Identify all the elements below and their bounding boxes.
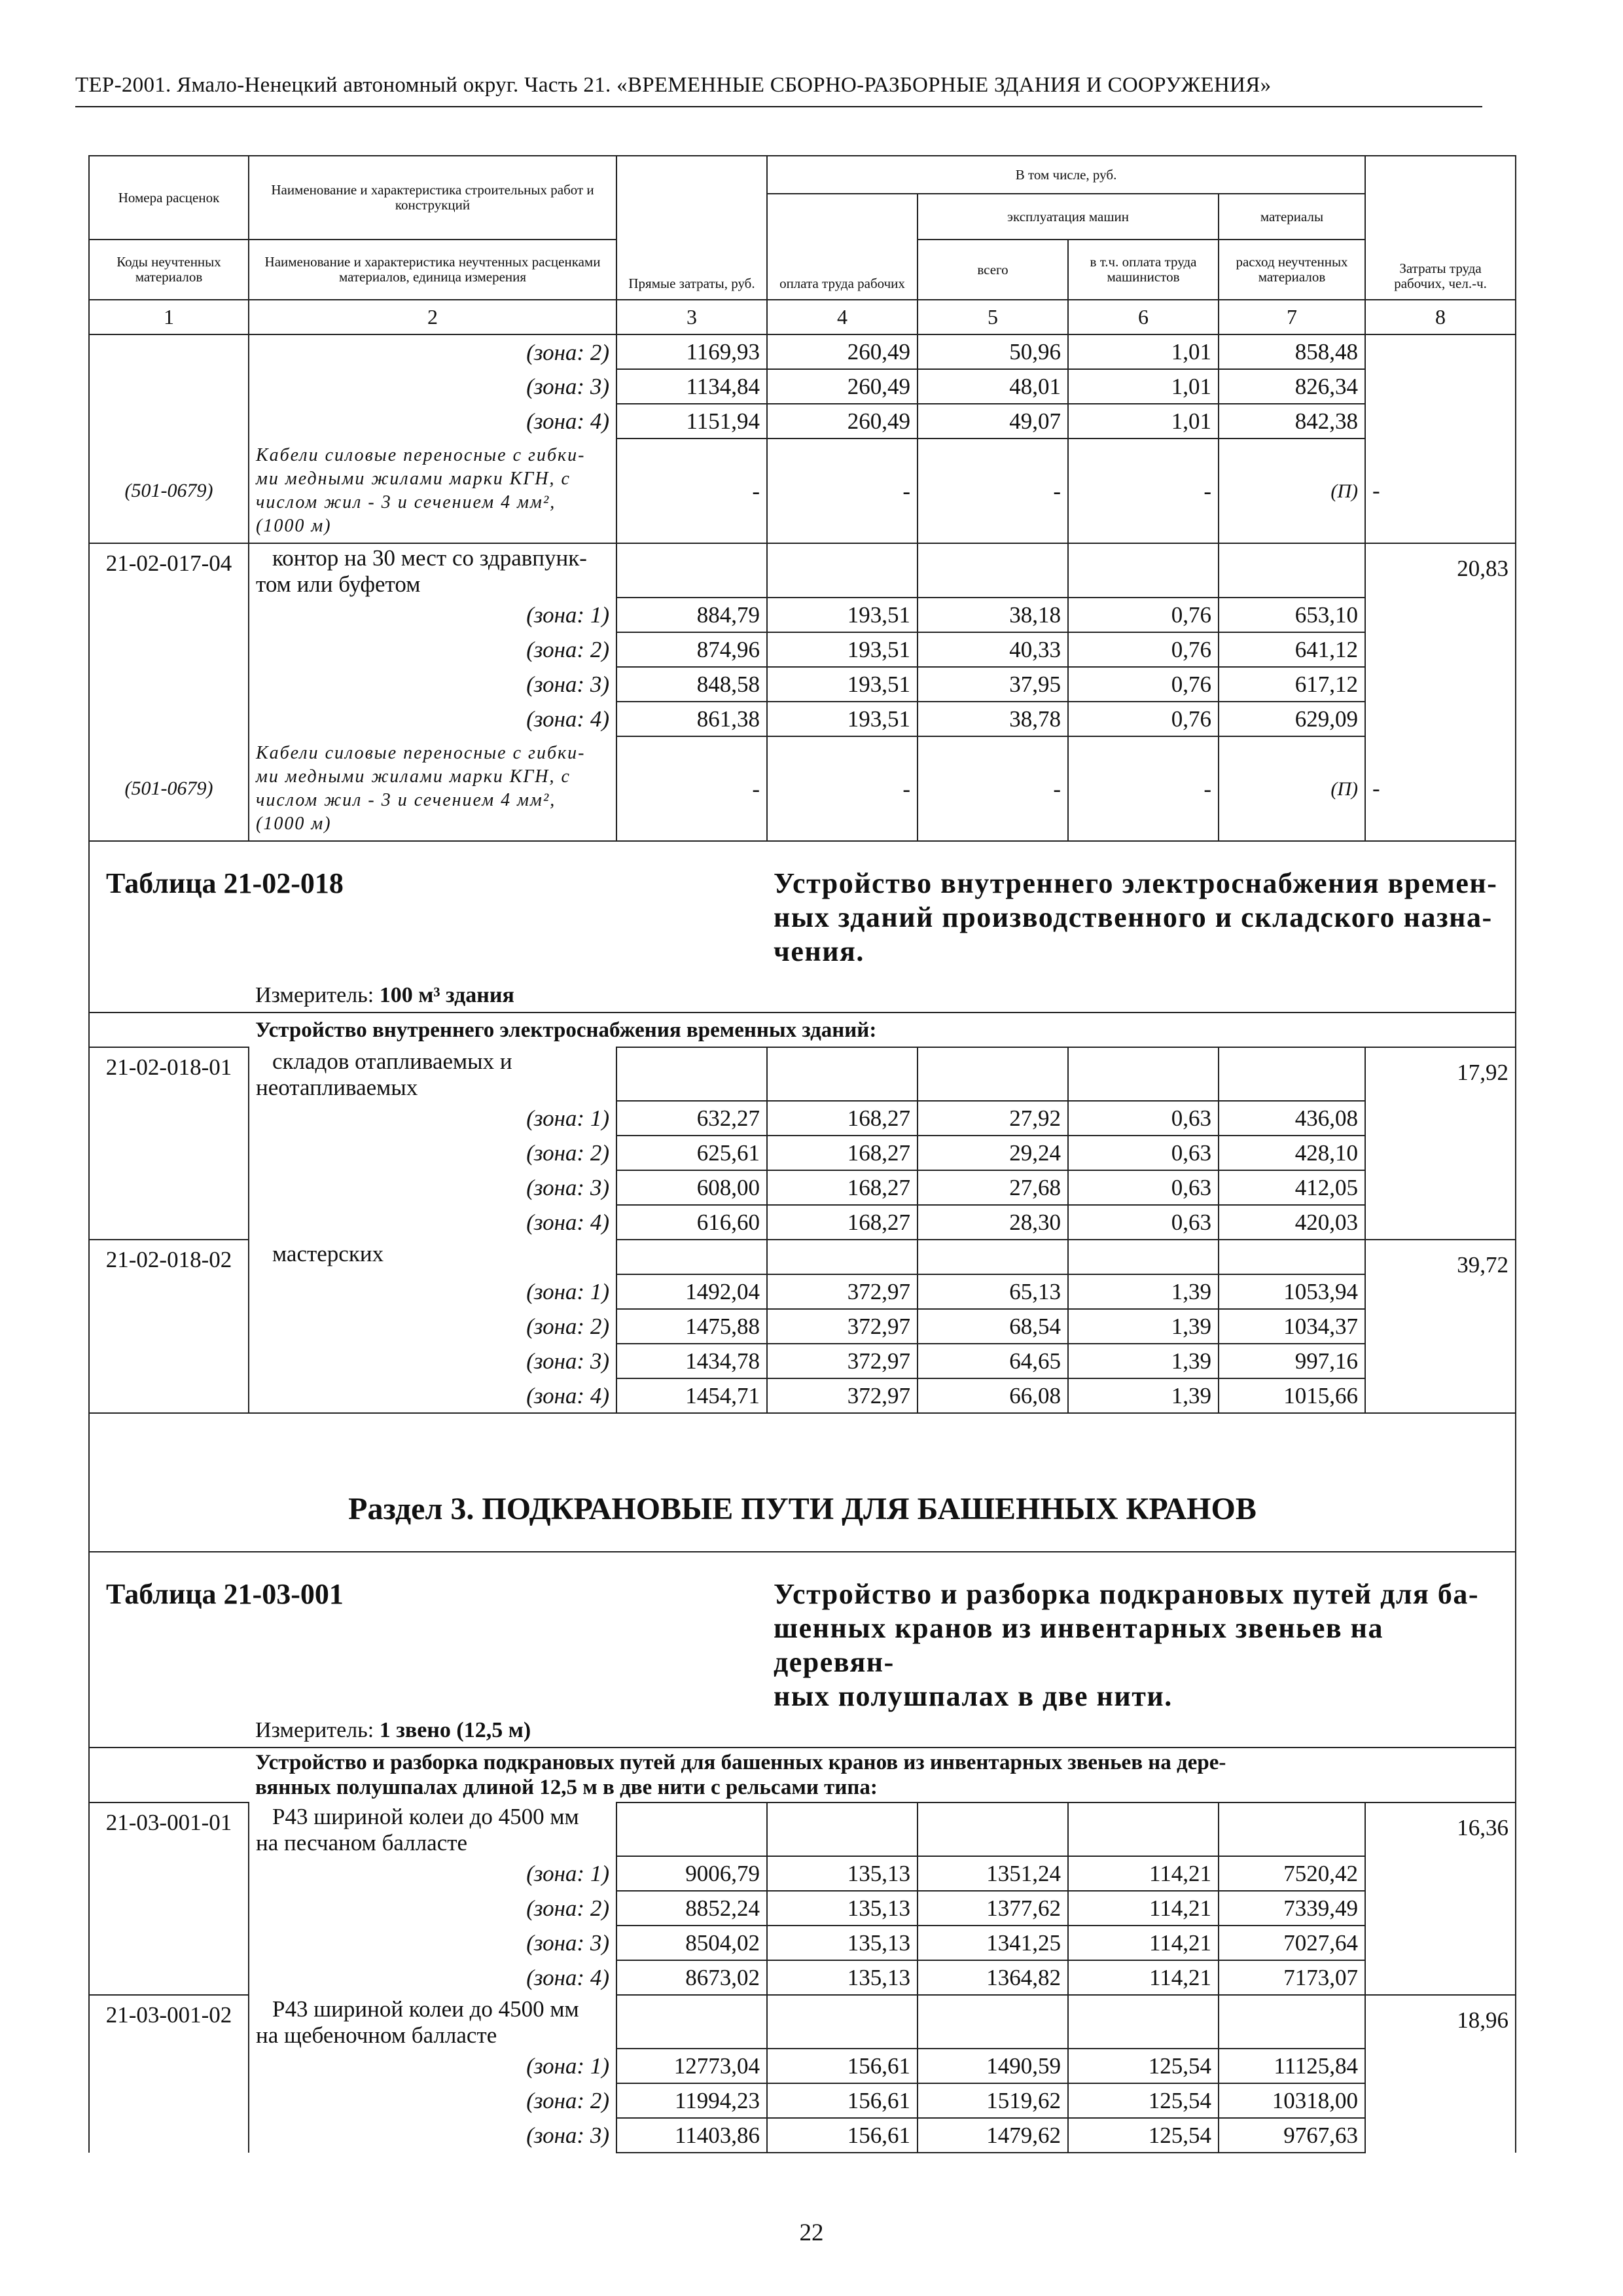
- dash-cell: -: [918, 439, 1068, 543]
- value-cell: 65,13: [918, 1274, 1068, 1309]
- col-machines: эксплуатация машин: [918, 194, 1219, 240]
- value-cell: 641,12: [1219, 632, 1365, 667]
- value-cell: 50,96: [918, 334, 1068, 369]
- value-cell: 632,27: [616, 1101, 767, 1136]
- value-cell: 1151,94: [616, 404, 767, 439]
- col-codes: Номера расценок: [89, 156, 249, 240]
- zone-label: (зона: 1): [249, 2049, 616, 2083]
- value-cell: 826,34: [1219, 369, 1365, 404]
- meter-prefix: Измеритель:: [255, 1718, 380, 1742]
- table-title-line: ных полушпалах в две нити.: [774, 1680, 1173, 1712]
- column-number: 6: [1068, 300, 1219, 334]
- labor-value: 16,36: [1365, 1803, 1516, 1995]
- value-cell: 260,49: [767, 369, 918, 404]
- value-cell: 858,48: [1219, 334, 1365, 369]
- value-cell: 420,03: [1219, 1205, 1365, 1240]
- value-cell: 372,97: [767, 1274, 918, 1309]
- empty-cell: [767, 1995, 918, 2049]
- item-name-line: мастерских: [272, 1241, 384, 1266]
- col-wages: оплата труда рабочих: [767, 194, 918, 300]
- col-name: Наименование и характеристика строительных работ и конструкций: [249, 156, 616, 240]
- col-labor: Затраты труда рабочих, чел.-ч.: [1365, 156, 1516, 300]
- item-name-line: неотапливаемых: [256, 1075, 418, 1100]
- value-cell: 617,12: [1219, 667, 1365, 702]
- table-title-line: шенных кранов из инвентарных звеньев на деревян-: [774, 1612, 1384, 1678]
- meter-row: [89, 1713, 1516, 1748]
- zone-row: [89, 2083, 1516, 2118]
- value-cell: 11125,84: [1219, 2049, 1365, 2083]
- col-materials: материалы: [1219, 194, 1365, 240]
- value-cell: 168,27: [767, 1136, 918, 1170]
- item-name: [249, 1803, 616, 1856]
- value-cell: 372,97: [767, 1378, 918, 1413]
- empty-cell: [89, 1013, 249, 1047]
- table-title: [767, 841, 1516, 978]
- value-cell: 193,51: [767, 598, 918, 632]
- value-cell: 135,13: [767, 1960, 918, 1995]
- zone-label: (зона: 4): [249, 1205, 616, 1240]
- section-row: [89, 1413, 1516, 1552]
- zone-row: [89, 2118, 1516, 2153]
- value-cell: 0,76: [1068, 667, 1219, 702]
- empty-cell: [1068, 543, 1219, 598]
- value-cell: 125,54: [1068, 2118, 1219, 2153]
- item-row: [89, 1803, 1516, 1856]
- value-cell: 114,21: [1068, 1926, 1219, 1960]
- dash-cell: -: [1068, 736, 1219, 841]
- item-name-line: складов отапливаемых и: [272, 1049, 512, 1074]
- value-cell: 48,01: [918, 369, 1068, 404]
- item-code: 21-03-001-02: [89, 1995, 249, 2153]
- col-total: всего: [918, 240, 1068, 300]
- empty-cell: [1219, 1240, 1365, 1274]
- zone-row: [89, 1891, 1516, 1926]
- value-cell: 884,79: [616, 598, 767, 632]
- table-subheader: [249, 1013, 1516, 1047]
- zone-label: (зона: 4): [249, 702, 616, 736]
- meter-value: 1 звено (12,5 м): [379, 1718, 531, 1742]
- value-cell: 38,18: [918, 598, 1068, 632]
- value-cell: 1,39: [1068, 1274, 1219, 1309]
- value-cell: 29,24: [918, 1136, 1068, 1170]
- empty-cell: [1219, 1047, 1365, 1101]
- column-number: 8: [1365, 300, 1516, 334]
- value-cell: 9006,79: [616, 1856, 767, 1891]
- value-cell: 28,30: [918, 1205, 1068, 1240]
- value-cell: 7173,07: [1219, 1960, 1365, 1995]
- value-cell: 114,21: [1068, 1891, 1219, 1926]
- value-cell: 1,01: [1068, 334, 1219, 369]
- zone-row: [89, 334, 1516, 369]
- meter-row: [89, 978, 1516, 1013]
- empty-cell: [89, 1748, 249, 1803]
- zone-row: [89, 1101, 1516, 1136]
- zone-row: [89, 1136, 1516, 1170]
- value-cell: 168,27: [767, 1170, 918, 1205]
- value-cell: 156,61: [767, 2049, 918, 2083]
- value-cell: 10318,00: [1219, 2083, 1365, 2118]
- value-cell: 842,38: [1219, 404, 1365, 439]
- value-cell: 0,63: [1068, 1136, 1219, 1170]
- value-cell: 428,10: [1219, 1136, 1365, 1170]
- item-name-line: контор на 30 мест со здравпунк-: [272, 545, 587, 571]
- value-cell: 27,68: [918, 1170, 1068, 1205]
- zone-label: (зона: 2): [249, 2083, 616, 2118]
- p-mark: (П): [1219, 439, 1365, 543]
- value-cell: 11403,86: [616, 2118, 767, 2153]
- zone-label: (зона: 3): [249, 1170, 616, 1205]
- meter-prefix: Измеритель:: [255, 983, 380, 1007]
- value-cell: 49,07: [918, 404, 1068, 439]
- value-cell: 1479,62: [918, 2118, 1068, 2153]
- zone-label: (зона: 3): [249, 1344, 616, 1378]
- column-number: 3: [616, 300, 767, 334]
- value-cell: 629,09: [1219, 702, 1365, 736]
- value-cell: 8673,02: [616, 1960, 767, 1995]
- running-header: ТЕР-2001. Ямало-Ненецкий автономный округ. Часть 21. «ВРЕМЕННЫЕ СБОРНО-РАЗБОРНЫЕ ЗДАНИЯ И СООРУЖЕНИЯ»: [75, 73, 1272, 97]
- cable-line: ми медными жилами марки КГН, с: [256, 766, 571, 787]
- cable-line: числом жил - 3 и сечением 4 мм²,: [256, 492, 556, 512]
- value-cell: 135,13: [767, 1926, 918, 1960]
- value-cell: 64,65: [918, 1344, 1068, 1378]
- empty-cell: [1068, 1240, 1219, 1274]
- value-cell: 27,92: [918, 1101, 1068, 1136]
- dash-cell: -: [1068, 439, 1219, 543]
- value-cell: 37,95: [918, 667, 1068, 702]
- empty-cell: [767, 1047, 918, 1101]
- dash-cell: -: [767, 439, 918, 543]
- zone-label: (зона: 1): [249, 1856, 616, 1891]
- labor-value: 20,83: [1365, 543, 1516, 736]
- value-cell: 1351,24: [918, 1856, 1068, 1891]
- zone-row: [89, 702, 1516, 736]
- header-rule: [75, 106, 1482, 107]
- price-table: [88, 155, 1516, 2153]
- cable-description: [249, 439, 616, 543]
- value-cell: 1377,62: [918, 1891, 1068, 1926]
- subheader-row: [89, 1748, 1516, 1803]
- empty-cell: [1365, 334, 1516, 439]
- labor-value: 18,96: [1365, 1995, 1516, 2153]
- value-cell: 260,49: [767, 404, 918, 439]
- table-title-line: Устройство внутреннего электроснабжения времен-: [774, 867, 1498, 899]
- value-cell: 168,27: [767, 1205, 918, 1240]
- value-cell: 7339,49: [1219, 1891, 1365, 1926]
- value-cell: 1034,37: [1219, 1309, 1365, 1344]
- value-cell: 12773,04: [616, 2049, 767, 2083]
- value-cell: 38,78: [918, 702, 1068, 736]
- zone-label: (зона: 1): [249, 598, 616, 632]
- value-cell: 372,97: [767, 1344, 918, 1378]
- col-mat-unaccounted: расход неучтенных материалов: [1219, 240, 1365, 300]
- value-cell: 0,63: [1068, 1101, 1219, 1136]
- col-codes-mat: Коды неучтенных материалов: [89, 240, 249, 300]
- empty-cell: [616, 1047, 767, 1101]
- value-cell: 193,51: [767, 632, 918, 667]
- zone-row: [89, 1378, 1516, 1413]
- table-title: [767, 1552, 1516, 1713]
- empty-cell: [616, 1995, 767, 2049]
- table-title-row: [89, 841, 1516, 978]
- empty-cell: [1068, 1803, 1219, 1856]
- column-number: 4: [767, 300, 918, 334]
- material-code: (501-0679): [89, 736, 249, 841]
- zone-label: (зона: 3): [249, 667, 616, 702]
- item-name-line: Р43 шириной колеи до 4500 мм: [272, 1996, 579, 2022]
- value-cell: 9767,63: [1219, 2118, 1365, 2153]
- value-cell: 653,10: [1219, 598, 1365, 632]
- zone-row: [89, 1344, 1516, 1378]
- value-cell: 1490,59: [918, 2049, 1068, 2083]
- value-cell: 1134,84: [616, 369, 767, 404]
- value-cell: 861,38: [616, 702, 767, 736]
- table-label: Таблица 21-02-018: [89, 841, 767, 978]
- cable-row: [89, 736, 1516, 841]
- table-title-line: чения.: [774, 935, 865, 967]
- empty-cell: [1068, 1047, 1219, 1101]
- empty-cell: [918, 1047, 1068, 1101]
- empty-cell: [767, 1240, 918, 1274]
- item-row: [89, 1995, 1516, 2049]
- zone-row: [89, 1856, 1516, 1891]
- value-cell: 608,00: [616, 1170, 767, 1205]
- subheader-row: [89, 1013, 1516, 1047]
- value-cell: 156,61: [767, 2083, 918, 2118]
- subheader-line: Устройство и разборка подкрановых путей для башенных кранов из инвентарных звеньев на дере-: [255, 1751, 1226, 1774]
- item-code: 21-02-018-01: [89, 1047, 249, 1240]
- item-name-line: на песчаном балласте: [256, 1830, 468, 1856]
- col-direct: Прямые затраты, руб.: [616, 156, 767, 300]
- zone-row: [89, 1274, 1516, 1309]
- value-cell: 11994,23: [616, 2083, 767, 2118]
- value-cell: 625,61: [616, 1136, 767, 1170]
- zone-row: [89, 1926, 1516, 1960]
- cable-line: Кабели силовые переносные с гибки-: [256, 444, 586, 465]
- cable-line: ми медными жилами марки КГН, с: [256, 468, 571, 489]
- value-cell: 1,01: [1068, 404, 1219, 439]
- value-cell: 7520,42: [1219, 1856, 1365, 1891]
- table-title-row: [89, 1552, 1516, 1713]
- item-name: [249, 543, 616, 598]
- zone-label: (зона: 2): [249, 1136, 616, 1170]
- value-cell: 260,49: [767, 334, 918, 369]
- value-cell: 168,27: [767, 1101, 918, 1136]
- zone-row: [89, 1205, 1516, 1240]
- dash-cell: -: [767, 736, 918, 841]
- zone-row: [89, 2049, 1516, 2083]
- value-cell: 0,63: [1068, 1170, 1219, 1205]
- zone-label: (зона: 4): [249, 1378, 616, 1413]
- zone-label: (зона: 1): [249, 1101, 616, 1136]
- empty-cell: [1219, 1803, 1365, 1856]
- dash-cell: -: [1365, 439, 1516, 543]
- zone-row: [89, 1309, 1516, 1344]
- value-cell: 874,96: [616, 632, 767, 667]
- value-cell: 1454,71: [616, 1378, 767, 1413]
- labor-value: 39,72: [1365, 1240, 1516, 1413]
- value-cell: 68,54: [918, 1309, 1068, 1344]
- col-including: В том числе, руб.: [767, 156, 1365, 194]
- value-cell: 848,58: [616, 667, 767, 702]
- item-name-line: на щебеночном балласте: [256, 2022, 497, 2048]
- table-meter: [249, 978, 1516, 1013]
- value-cell: 1169,93: [616, 334, 767, 369]
- cable-line: (1000 м): [256, 515, 332, 536]
- value-cell: 193,51: [767, 667, 918, 702]
- value-cell: 1434,78: [616, 1344, 767, 1378]
- empty-cell: [616, 543, 767, 598]
- empty-cell: [616, 1803, 767, 1856]
- column-number-row: [89, 300, 1516, 334]
- header-row: [89, 156, 1516, 194]
- column-number: 2: [249, 300, 616, 334]
- subheader-line: Устройство внутреннего электроснабжения временных зданий:: [255, 1018, 877, 1042]
- value-cell: 1475,88: [616, 1309, 767, 1344]
- value-cell: 40,33: [918, 632, 1068, 667]
- item-row: [89, 1240, 1516, 1274]
- cable-line: числом жил - 3 и сечением 4 мм²,: [256, 789, 556, 810]
- cable-line: (1000 м): [256, 813, 332, 834]
- zone-label: (зона: 1): [249, 1274, 616, 1309]
- zone-row: [89, 598, 1516, 632]
- empty-cell: [918, 543, 1068, 598]
- empty-cell: [89, 978, 249, 1013]
- zone-row: [89, 1960, 1516, 1995]
- zone-row: [89, 632, 1516, 667]
- empty-cell: [1068, 1995, 1219, 2049]
- dash-cell: -: [616, 736, 767, 841]
- cable-line: Кабели силовые переносные с гибки-: [256, 742, 586, 763]
- col-incl-wages: в т.ч. оплата труда машинистов: [1068, 240, 1219, 300]
- empty-cell: [767, 543, 918, 598]
- zone-label: (зона: 3): [249, 2118, 616, 2153]
- col-name-mat: Наименование и характеристика неучтенных расценками материалов, единица измерения: [249, 240, 616, 300]
- zone-row: [89, 404, 1516, 439]
- empty-cell: [1219, 1995, 1365, 2049]
- value-cell: 156,61: [767, 2118, 918, 2153]
- dash-cell: -: [616, 439, 767, 543]
- table-subheader: [249, 1748, 1516, 1803]
- value-cell: 1341,25: [918, 1926, 1068, 1960]
- value-cell: 1364,82: [918, 1960, 1068, 1995]
- empty-cell: [767, 1803, 918, 1856]
- item-name: [249, 1240, 616, 1274]
- value-cell: 135,13: [767, 1891, 918, 1926]
- value-cell: 135,13: [767, 1856, 918, 1891]
- table-label: Таблица 21-03-001: [89, 1552, 767, 1713]
- value-cell: 193,51: [767, 702, 918, 736]
- item-name: [249, 1047, 616, 1101]
- zone-label: (зона: 2): [249, 632, 616, 667]
- subheader-line: вянных полушпалах длиной 12,5 м в две нити с рельсами типа:: [255, 1776, 878, 1799]
- value-cell: 1,39: [1068, 1378, 1219, 1413]
- page-number: 22: [799, 2219, 824, 2246]
- value-cell: 372,97: [767, 1309, 918, 1344]
- empty-cell: [918, 1240, 1068, 1274]
- dash-cell: -: [1365, 736, 1516, 841]
- material-code: (501-0679): [89, 439, 249, 543]
- cable-row: [89, 439, 1516, 543]
- value-cell: 1,39: [1068, 1344, 1219, 1378]
- zone-label: (зона: 2): [249, 334, 616, 369]
- zone-row: [89, 667, 1516, 702]
- empty-cell: [918, 1995, 1068, 2049]
- cable-description: [249, 736, 616, 841]
- value-cell: 7027,64: [1219, 1926, 1365, 1960]
- table-title-line: ных зданий производственного и складского назна-: [774, 901, 1493, 933]
- zone-label: (зона: 3): [249, 369, 616, 404]
- value-cell: 997,16: [1219, 1344, 1365, 1378]
- zone-label: (зона: 4): [249, 404, 616, 439]
- zone-row: [89, 1170, 1516, 1205]
- value-cell: 412,05: [1219, 1170, 1365, 1205]
- p-mark: (П): [1219, 736, 1365, 841]
- item-code: 21-03-001-01: [89, 1803, 249, 1995]
- item-row: [89, 543, 1516, 598]
- item-code: 21-02-018-02: [89, 1240, 249, 1413]
- item-name: [249, 1995, 616, 2049]
- zone-label: (зона: 4): [249, 1960, 616, 1995]
- value-cell: 8504,02: [616, 1926, 767, 1960]
- value-cell: 1053,94: [1219, 1274, 1365, 1309]
- value-cell: 616,60: [616, 1205, 767, 1240]
- value-cell: 0,76: [1068, 632, 1219, 667]
- value-cell: 0,76: [1068, 702, 1219, 736]
- value-cell: 66,08: [918, 1378, 1068, 1413]
- table-title-line: Устройство и разборка подкрановых путей для ба-: [774, 1578, 1480, 1610]
- section-title: Раздел 3. ПОДКРАНОВЫЕ ПУТИ ДЛЯ БАШЕННЫХ КРАНОВ: [89, 1413, 1516, 1552]
- value-cell: 8852,24: [616, 1891, 767, 1926]
- table-meter: [249, 1713, 1516, 1748]
- meter-value: 100 м³ здания: [379, 983, 514, 1007]
- value-cell: 125,54: [1068, 2083, 1219, 2118]
- value-cell: 114,21: [1068, 1960, 1219, 1995]
- dash-cell: -: [918, 736, 1068, 841]
- empty-cell: [89, 334, 249, 439]
- column-number: 7: [1219, 300, 1365, 334]
- value-cell: 125,54: [1068, 2049, 1219, 2083]
- zone-label: (зона: 3): [249, 1926, 616, 1960]
- item-row: [89, 1047, 1516, 1101]
- value-cell: 0,63: [1068, 1205, 1219, 1240]
- zone-label: (зона: 2): [249, 1891, 616, 1926]
- value-cell: 436,08: [1219, 1101, 1365, 1136]
- zone-label: (зона: 2): [249, 1309, 616, 1344]
- value-cell: 1492,04: [616, 1274, 767, 1309]
- labor-value: 17,92: [1365, 1047, 1516, 1240]
- value-cell: 1519,62: [918, 2083, 1068, 2118]
- value-cell: 1,39: [1068, 1309, 1219, 1344]
- zone-row: [89, 369, 1516, 404]
- column-number: 1: [89, 300, 249, 334]
- empty-cell: [918, 1803, 1068, 1856]
- item-code: 21-02-017-04: [89, 543, 249, 736]
- item-name-line: Р43 шириной колеи до 4500 мм: [272, 1804, 579, 1829]
- column-number: 5: [918, 300, 1068, 334]
- value-cell: 0,76: [1068, 598, 1219, 632]
- value-cell: 1015,66: [1219, 1378, 1365, 1413]
- empty-cell: [89, 1713, 249, 1748]
- empty-cell: [616, 1240, 767, 1274]
- empty-cell: [1219, 543, 1365, 598]
- item-name-line: том или буфетом: [256, 571, 421, 597]
- value-cell: 1,01: [1068, 369, 1219, 404]
- value-cell: 114,21: [1068, 1856, 1219, 1891]
